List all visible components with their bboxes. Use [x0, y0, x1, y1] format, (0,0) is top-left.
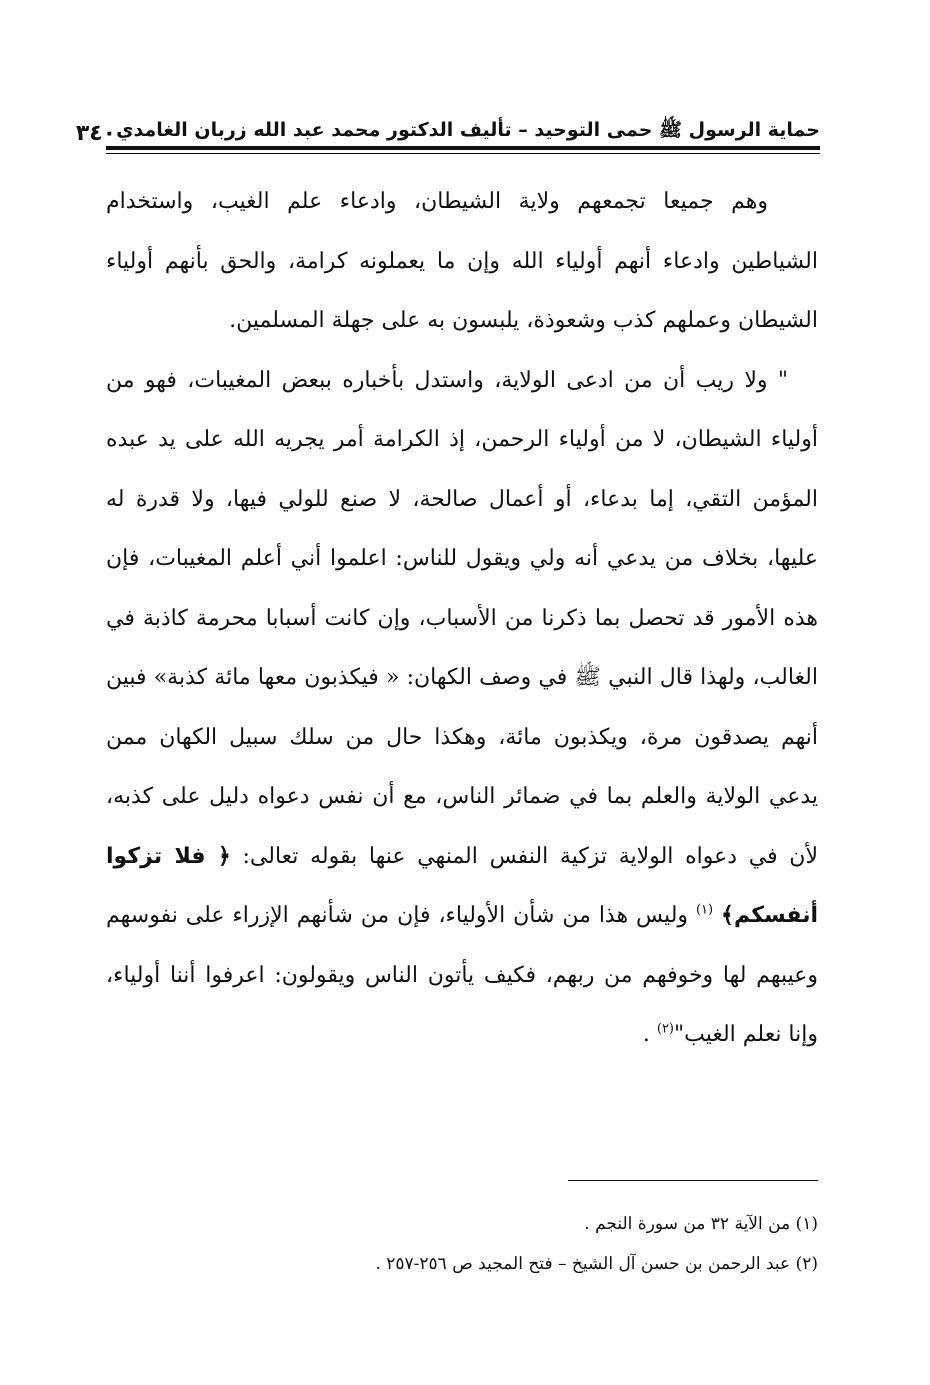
main-text: [106, 172, 818, 1065]
header-title: حماية الرسول ﷺ حمى التوحيد – تأليف الدكتور محمد عبد الله زربان الغامدي: [116, 119, 820, 141]
paragraph-2: [106, 351, 818, 1065]
footnote-2: (٢) عبد الرحمن بن حسن آل الشيخ – فتح المجيد ص ٢٥٦-٢٥٧ .: [375, 1254, 818, 1274]
page-number: ٣٤٠: [75, 121, 117, 146]
header-rule-thick: [106, 146, 820, 150]
footnotes: [106, 1204, 818, 1284]
paragraph-2-end: .: [642, 1022, 657, 1047]
quran-verse: ﴿ فلا تزكوا أنفسكم﴾: [106, 843, 819, 928]
running-header: [75, 108, 820, 146]
paragraph-1: وهم جميعا تجمعهم ولاية الشيطان، وادعاء علم الغيب، واستخدام الشياطين وادعاء أنهم أولياء الله وإن ما يعملونه كرامة، والحق بأنهم أولياء الشيطان وعملهم كذب وشعوذة، يلبسون به على جهلة المسلمين.: [106, 189, 819, 333]
paragraph-2-part-2: وليس هذا من شأن الأولياء، فإن من شأنهم الإزراء على نفوسهم وعيبهم لها وخوفهم من ربهم، فكيف يأتون الناس ويقولون: اعرفوا أننا أولياء، وإنا نعلم الغيب": [106, 903, 818, 1047]
footnote-separator: [568, 1180, 818, 1181]
header-rule-thin: [106, 153, 820, 154]
paragraph-2-part-1: " ولا ريب أن من ادعى الولاية، واستدل بأخباره ببعض المغيبات، فهو من أولياء الشيطان، لا من أولياء الرحمن، إذ الكرامة أمر يجريه الله على يد عبده المؤمن التقي، إما بدعاء، أو أعمال صالحة، لا صنع للولي فيها، ولا قدرة له عليها، بخلاف من يدعي أنه ولي ويقول للناس: اعلموا أني أعلم المغيبات، فإن هذه الأمور قد تحصل بما ذكرنا من الأسباب، وإن كانت أسبابا محرمة كاذبة في الغالب، ولهذا قال النبي ﷺ في وصف الكهان: « فيكذبون معها مائة كذبة» فبين أنهم يصدقون مرة، ويكذبون مائة، وهكذا حال من سلك سبيل الكهان ممن يدعي الولاية والعلم بما في ضمائر الناس، مع أن نفس دعواه دليل على كذبه، لأن في دعواه الولاية تزكية النفس المنهي عنها بقوله تعالى:: [106, 367, 818, 869]
footnote-ref-2[interactable]: (٢): [656, 1021, 674, 1037]
footnote-ref-1[interactable]: (١): [695, 902, 714, 918]
footnote-1: (١) من الآية ٣٢ من سورة النجم .: [584, 1214, 818, 1234]
